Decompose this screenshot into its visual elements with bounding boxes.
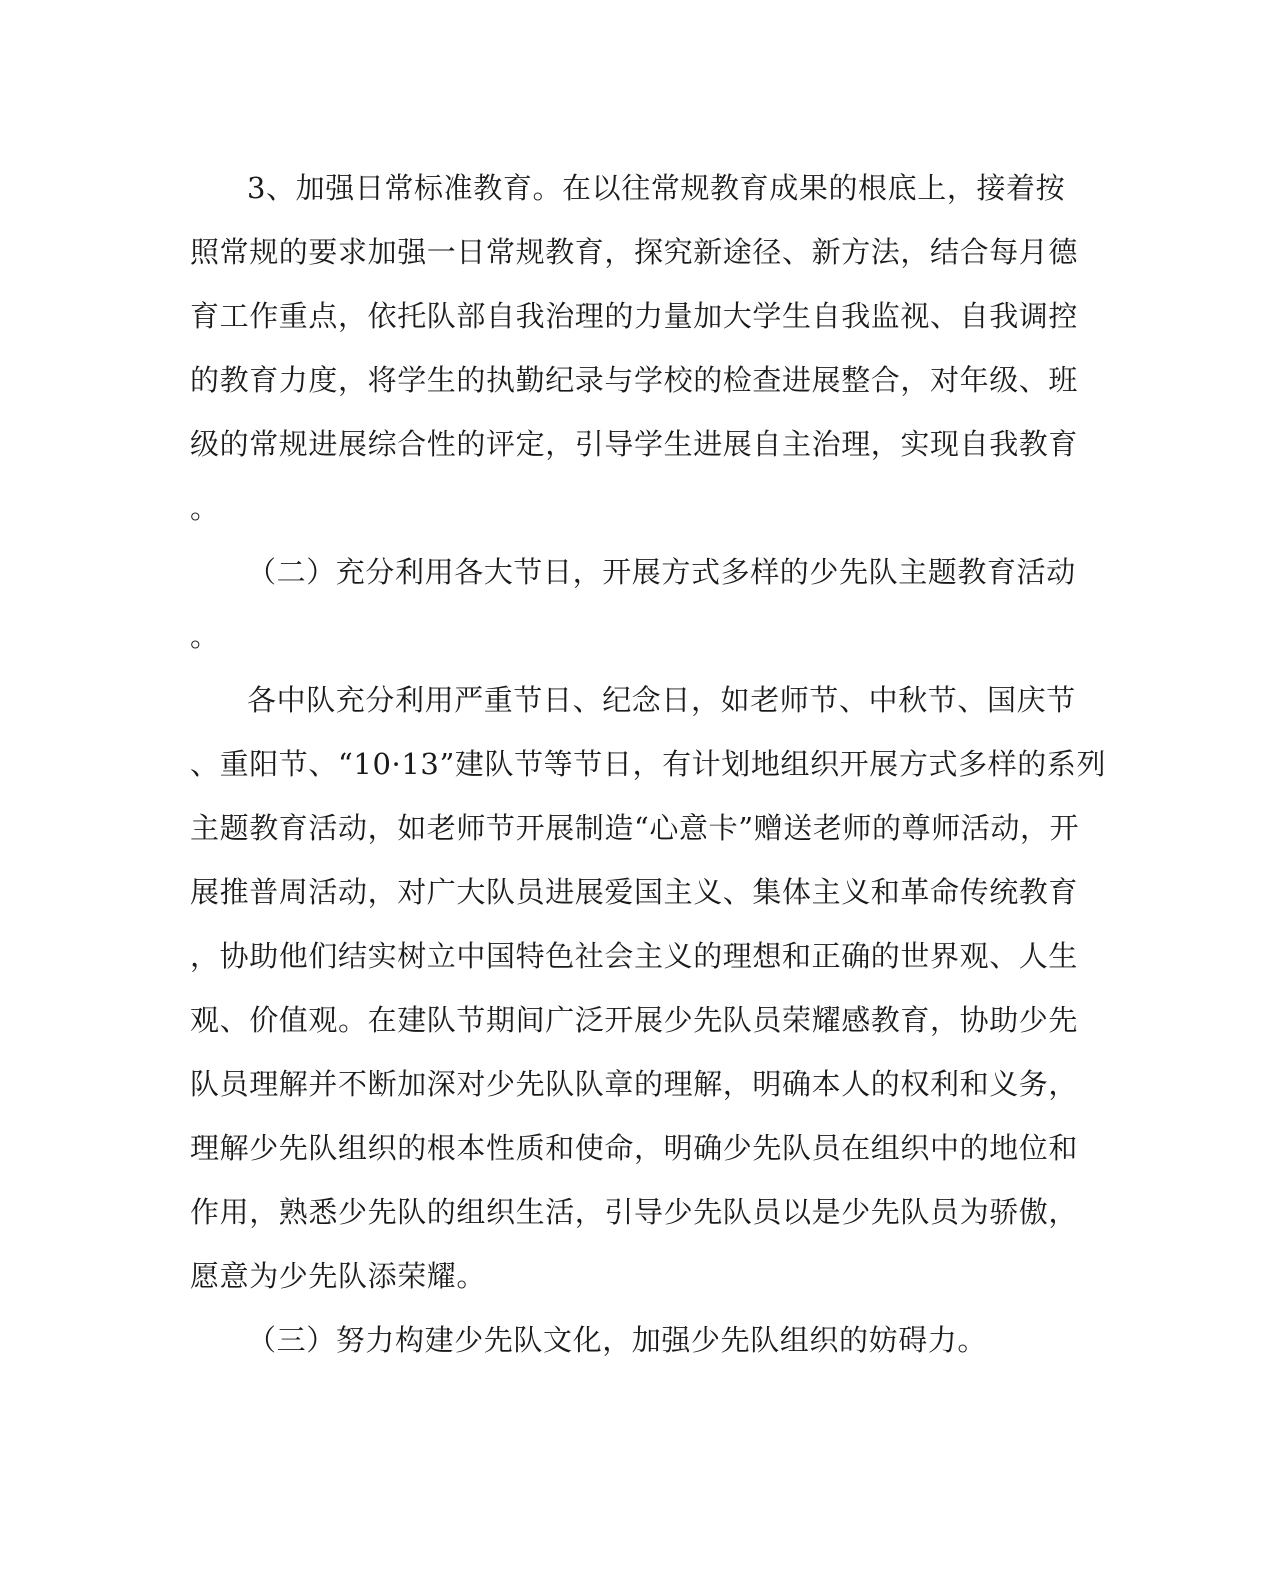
paragraph-line: 育工作重点，依托队部自我治理的力量加大学生自我监视、自我调控 — [190, 299, 1079, 333]
paragraph-line: 观、价值观。在建队节期间广泛开展少先队员荣耀感教育，协助少先 — [190, 1003, 1079, 1037]
paragraph-line: 愿意为少先队添荣耀。 — [190, 1259, 487, 1293]
paragraph-line: 级的常规进展综合性的评定，引导学生进展自主治理，实现自我教育 — [190, 427, 1079, 461]
paragraph-line: 各中队充分利用严重节日、纪念日，如老师节、中秋节、国庆节 — [247, 683, 1076, 717]
section-heading: （二）充分利用各大节日，开展方式多样的少先队主题教育活动 — [247, 555, 1076, 589]
paragraph-line: 主题教育活动，如老师节开展制造“心意卡”赠送老师的尊师活动，开 — [190, 811, 1080, 845]
section-heading: （三）努力构建少先队文化，加强少先队组织的妨碍力。 — [247, 1323, 988, 1357]
paragraph-line: 的教育力度，将学生的执勤纪录与学校的检查进展整合，对年级、班 — [190, 363, 1079, 397]
paragraph-line: 照常规的要求加强一日常规教育，探究新途径、新方法，结合每月德 — [190, 235, 1079, 269]
paragraph-line: 、重阳节、“10·13”建队节等节日，有计划地组织开展方式多样的系列 — [190, 747, 1107, 781]
paragraph-line: 。 — [190, 491, 220, 525]
paragraph-line: 3、加强日常标准教育。在以往常规教育成果的根底上，接着按 — [247, 171, 1066, 205]
paragraph-line: 。 — [190, 619, 220, 653]
paragraph-line: ，协助他们结实树立中国特色社会主义的理想和正确的世界观、人生 — [190, 939, 1079, 973]
paragraph-line: 作用，熟悉少先队的组织生活，引导少先队员以是少先队员为骄傲， — [190, 1195, 1079, 1229]
paragraph-line: 理解少先队组织的根本性质和使命，明确少先队员在组织中的地位和 — [190, 1131, 1079, 1165]
paragraph-line: 展推普周活动，对广大队员进展爱国主义、集体主义和革命传统教育 — [190, 875, 1079, 909]
paragraph-line: 队员理解并不断加深对少先队队章的理解，明确本人的权利和义务， — [190, 1067, 1079, 1101]
